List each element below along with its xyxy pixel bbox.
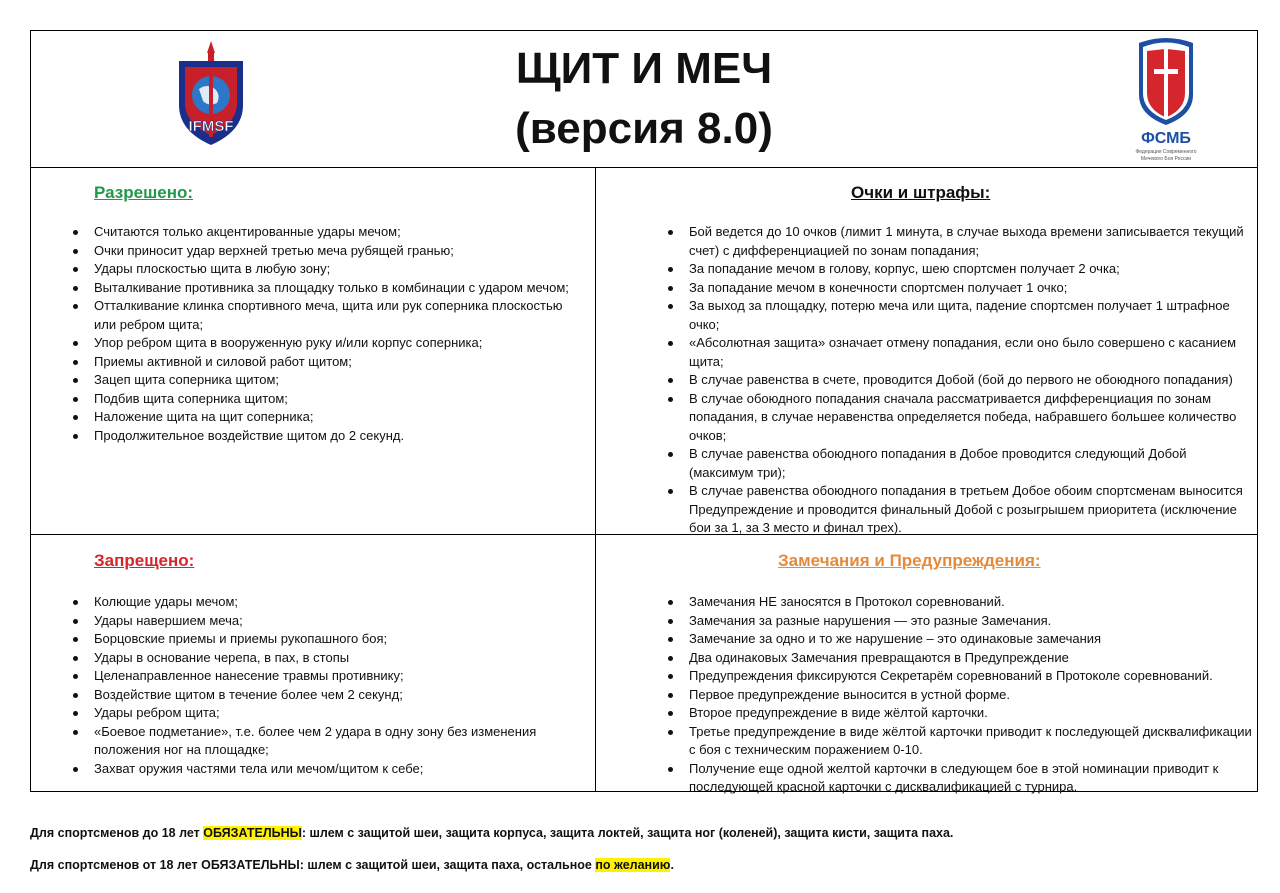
list-item: Второе предупреждение в виде жёлтой карточки. — [663, 704, 1253, 723]
list-item: Целенаправленное нанесение травмы противнику; — [68, 667, 573, 686]
points-cell — [596, 167, 1257, 535]
footer-over-18 — [30, 858, 674, 872]
list-item: Приемы активной и силовой работ щитом; — [68, 353, 573, 372]
allowed-list — [68, 223, 573, 445]
list-item: Удары ребром щита; — [68, 704, 573, 723]
footer-under-18-prefix: Для спортсменов до 18 лет — [30, 826, 204, 840]
list-item: Упор ребром щита в вооруженную руку и/или корпус соперника; — [68, 334, 573, 353]
forbidden-cell — [31, 535, 596, 791]
list-item: Продолжительное воздействие щитом до 2 секунд. — [68, 427, 573, 446]
footer-over-18-suffix: . — [670, 858, 674, 872]
points-heading: Очки и штрафы: — [851, 183, 991, 202]
list-item: В случае равенства в счете, проводится Добой (бой до первого не обоюдного попадания) — [663, 371, 1253, 390]
title-line-1: ЩИТ И МЕЧ — [515, 44, 773, 93]
svg-text:Федерация Современного: Федерация Современного — [1135, 149, 1197, 155]
list-item: Очки приносит удар верхней третью меча рубящей гранью; — [68, 242, 573, 261]
title-line-2: (версия 8.0) — [515, 104, 773, 153]
list-item: Замечание за одно и то же нарушение – это одинаковые замечания — [663, 630, 1253, 649]
svg-text:ФСМБ: ФСМБ — [1141, 130, 1191, 147]
svg-text:IFMSF: IFMSF — [188, 118, 234, 135]
list-item: Бой ведется до 10 очков (лимит 1 минута, в случае выхода времени записывается текущий счет) с дифференциацией по зонам попадания; — [663, 223, 1253, 260]
ifmsf-logo — [171, 39, 251, 149]
remarks-list — [663, 593, 1253, 797]
list-item: Воздействие щитом в течение более чем 2 секунд; — [68, 686, 573, 705]
svg-text:Мечевого Боя России: Мечевого Боя России — [1140, 156, 1192, 162]
footer-over-18-highlight: по желанию — [595, 858, 671, 872]
footer-under-18 — [30, 826, 953, 840]
list-item: За выход за площадку, потерю меча или щита, падение спортсмен получает 1 штрафное очко; — [663, 297, 1253, 334]
list-item: Выталкивание противника за площадку только в комбинации с ударом мечом; — [68, 279, 573, 298]
list-item: Удары плоскостью щита в любую зону; — [68, 260, 573, 279]
header-row — [31, 31, 1257, 168]
allowed-cell — [31, 167, 596, 535]
list-item: Третье предупреждение в виде жёлтой карточки приводит к последующей дисквалификации с боя с техническим поражением 0-10. — [663, 723, 1253, 760]
list-item: Два одинаковых Замечания превращаются в Предупреждение — [663, 649, 1253, 668]
list-item: Наложение щита на щит соперника; — [68, 408, 573, 427]
list-item: В случае равенства обоюдного попадания в Добое проводится следующий Добой (максимум три); — [663, 445, 1253, 482]
footer-under-18-highlight: ОБЯЗАТЕЛЬНЫ — [203, 826, 302, 840]
list-item: Зацеп щита соперника щитом; — [68, 371, 573, 390]
forbidden-list — [68, 593, 573, 778]
list-item: Удары навершием меча; — [68, 612, 573, 631]
list-item: Замечания НЕ заносятся в Протокол соревнований. — [663, 593, 1253, 612]
list-item: В случае равенства обоюдного попадания в третьем Добое обоим спортсменам выносится Предупреждение и проводится финальный Добой с розыгрышем приоритета (исключение бои за 1, за 3 место и финал трех). — [663, 482, 1253, 538]
document-title — [331, 39, 957, 159]
list-item: Отталкивание клинка спортивного меча, щита или рук соперника плоскостью или ребром щита; — [68, 297, 573, 334]
footer-over-18-prefix: Для спортсменов от 18 лет ОБЯЗАТЕЛЬНЫ: шлем с защитой шеи, защита паха, остальное — [30, 858, 596, 872]
forbidden-heading: Запрещено: — [94, 551, 195, 570]
list-item: За попадание мечом в голову, корпус, шею спортсмен получает 2 очка; — [663, 260, 1253, 279]
list-item: Захват оружия частями тела или мечом/щитом к себе; — [68, 760, 573, 779]
fsmb-logo — [1121, 33, 1211, 163]
list-item: Первое предупреждение выносится в устной форме. — [663, 686, 1253, 705]
rules-table — [30, 30, 1258, 792]
allowed-heading: Разрешено: — [94, 183, 194, 202]
remarks-cell — [596, 535, 1257, 794]
list-item: В случае обоюдного попадания сначала рассматривается дифференциация по зонам попадания, в случае неравенства определяется победа, набравшего большее количество очков; — [663, 390, 1253, 446]
list-item: За попадание мечом в конечности спортсмен получает 1 очко; — [663, 279, 1253, 298]
points-list — [663, 223, 1253, 538]
list-item: Получение еще одной желтой карточки в следующем бое в этой номинации приводит к последующей красной карточки с дисквалификацией с турнира. — [663, 760, 1253, 797]
list-item: «Абсолютная защита» означает отмену попадания, если оно было совершено с касанием щита; — [663, 334, 1253, 371]
list-item: Колющие удары мечом; — [68, 593, 573, 612]
list-item: Подбив щита соперника щитом; — [68, 390, 573, 409]
list-item: Замечания за разные нарушения — это разные Замечания. — [663, 612, 1253, 631]
list-item: «Боевое подметание», т.е. более чем 2 удара в одну зону без изменения положения ног на площадке; — [68, 723, 573, 760]
remarks-heading: Замечания и Предупреждения: — [778, 551, 1041, 570]
list-item: Удары в основание черепа, в пах, в стопы — [68, 649, 573, 668]
list-item: Считаются только акцентированные удары мечом; — [68, 223, 573, 242]
footer-under-18-suffix: : шлем с защитой шеи, защита корпуса, защита локтей, защита ног (коленей), защита кисти, защита паха. — [301, 826, 954, 840]
list-item: Борцовские приемы и приемы рукопашного боя; — [68, 630, 573, 649]
list-item: Предупреждения фиксируются Секретарём соревнований в Протоколе соревнований. — [663, 667, 1253, 686]
